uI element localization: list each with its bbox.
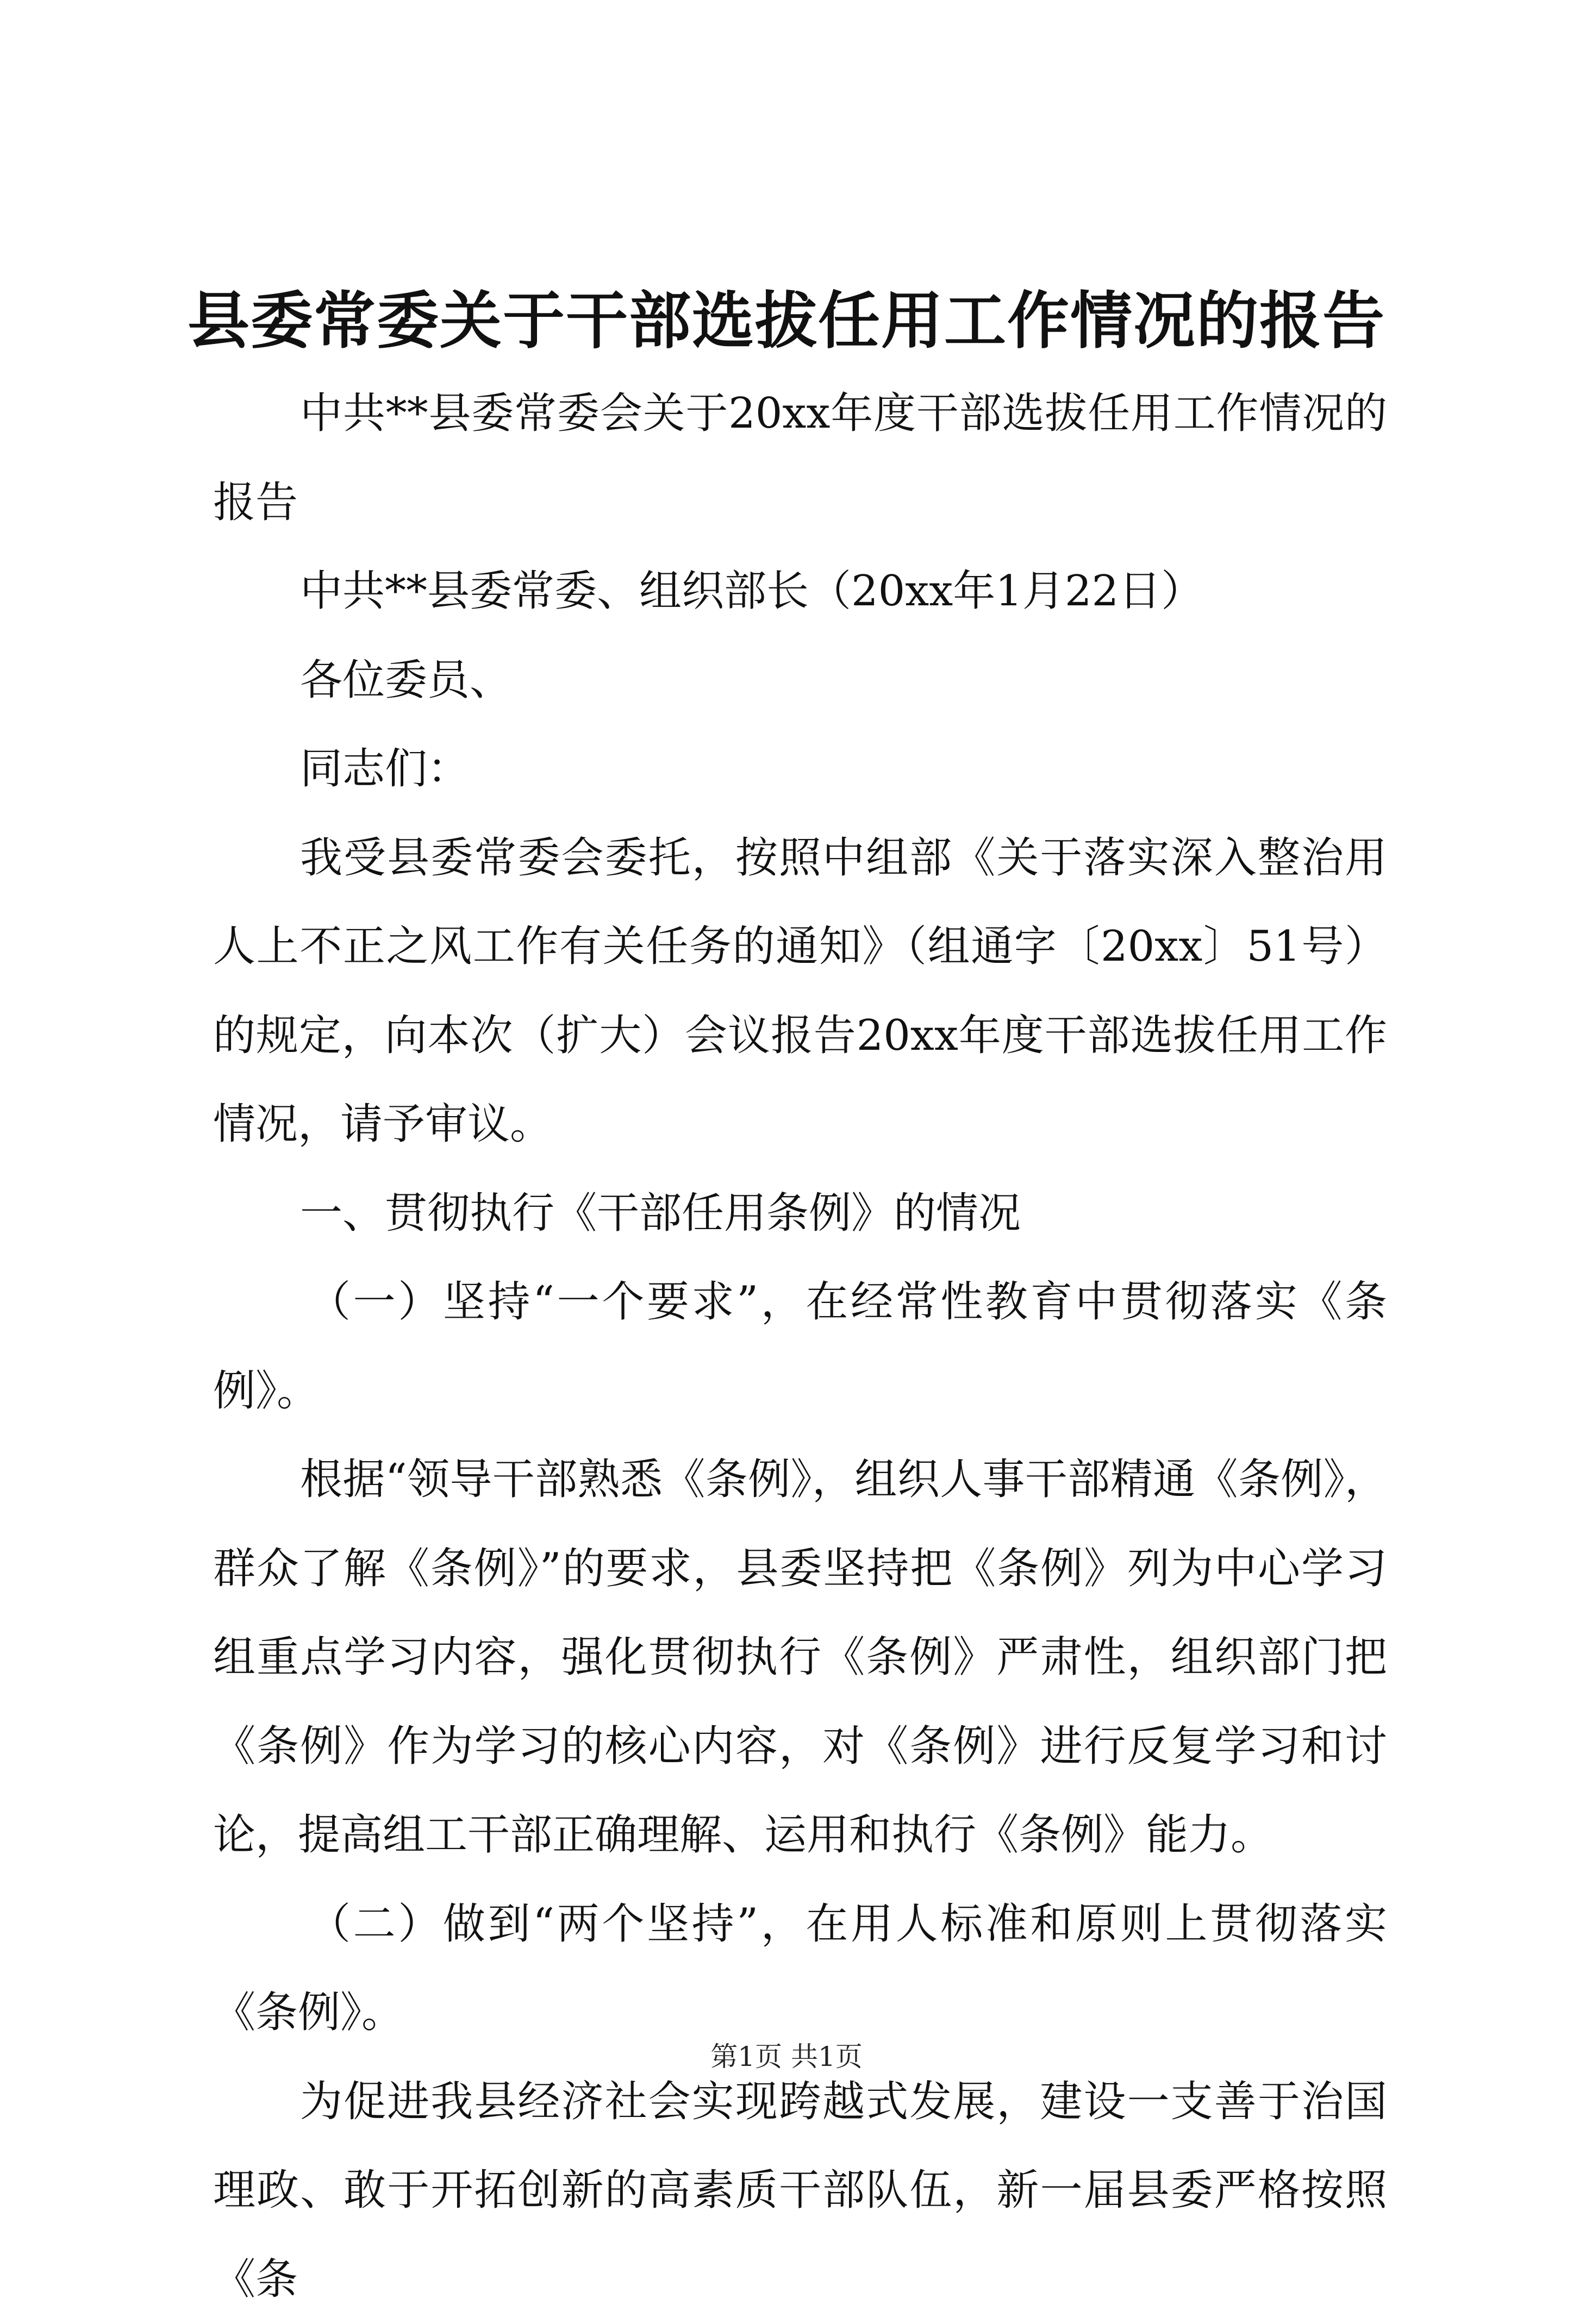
subsection-heading-2: （二）做到“两个坚持”，在用人标准和原则上贯彻落实《条例》。 [213,1880,1387,2058]
page-footer [0,2035,1573,2078]
section-heading-1: 一、贯彻执行《干部任用条例》的情况 [213,1169,1387,1258]
document-title: 县委常委关于干部选拔任用工作情况的报告 [0,272,1573,369]
paragraph-subsection-2: 为促进我县经济社会实现跨越式发展，建设一支善于治国理政、敢于开拓创新的高素质干部队伍，新一届县委严格按照《条 [213,2058,1387,2324]
paragraph-report-heading: 中共**县委常委会关于20xx年度干部选拔任用工作情况的报告 [213,369,1387,547]
paragraph-subsection-1: 根据“领导干部熟悉《条例》，组织人事干部精通《条例》，群众了解《条例》”的要求，县委坚持把《条例》列为中心学习组重点学习内容，强化贯彻执行《条例》严肃性，组织部门把《条例》作为学习的核心内容，对《条例》进行反复学习和讨论，提高组工干部正确理解、运用和执行《条例》能力。 [213,1436,1387,1880]
paragraph-salutation-comrades: 同志们： [213,725,1387,814]
paragraph-salutation-members: 各位委员、 [213,636,1387,725]
document-body [213,369,1387,2324]
page-number: 第1页 共1页 [710,2041,863,2072]
paragraph-speaker: 中共**县委常委、组织部长（20xx年1月22日） [213,547,1387,636]
subsection-heading-1: （一）坚持“一个要求”，在经常性教育中贯彻落实《条例》。 [213,1258,1387,1436]
paragraph-intro: 我受县委常委会委托，按照中组部《关于落实深入整治用人上不正之风工作有关任务的通知》（组通字〔20xx〕51号）的规定，向本次（扩大）会议报告20xx年度干部选拔任用工作情况，请予审议。 [213,814,1387,1169]
